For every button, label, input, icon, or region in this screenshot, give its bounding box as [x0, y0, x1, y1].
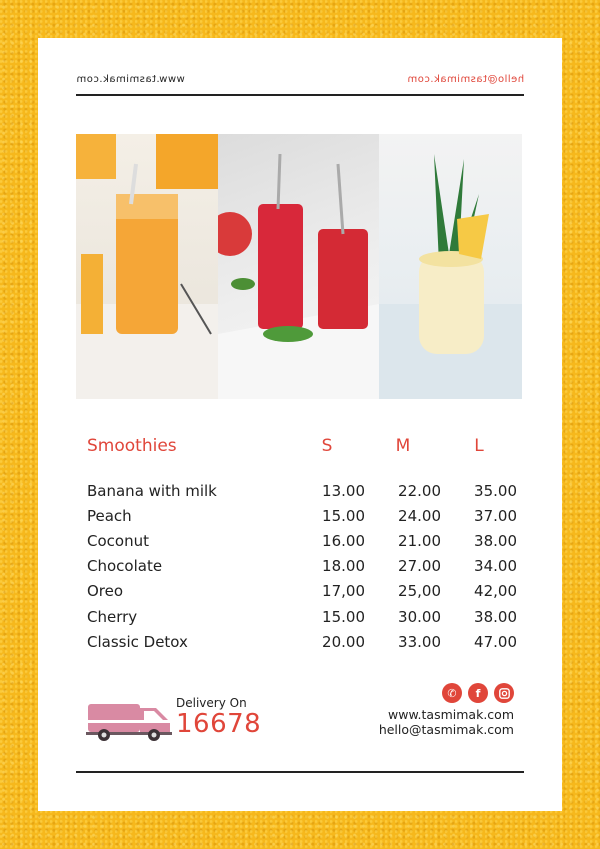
table-row — [87, 604, 517, 629]
price-l: 38.00 — [474, 607, 517, 626]
delivery-number: 16678 — [176, 709, 262, 739]
photo-strip — [76, 134, 522, 399]
bottom-divider — [76, 771, 524, 773]
table-header — [87, 436, 517, 456]
price-l: 37.00 — [474, 506, 517, 525]
price-l: 42,00 — [474, 582, 517, 601]
price-l: 35.00 — [474, 481, 517, 500]
price-l: 38.00 — [474, 531, 517, 550]
pineapple-smoothie-image — [379, 134, 522, 399]
facebook-icon[interactable]: f — [468, 683, 488, 703]
table-row — [87, 528, 517, 553]
social-icons — [442, 683, 514, 703]
top-divider — [76, 94, 524, 96]
table-row — [87, 579, 517, 604]
smoothie-price-table — [87, 436, 517, 654]
item-name: Chocolate — [87, 557, 163, 576]
item-name: Oreo — [87, 582, 124, 601]
size-header-l: L — [474, 436, 484, 456]
price-m: 27.00 — [398, 557, 441, 576]
price-m: 21.00 — [398, 531, 441, 550]
price-m: 30.00 — [398, 607, 441, 626]
price-s: 13.00 — [322, 481, 365, 500]
size-header-s: S — [321, 436, 333, 456]
price-l: 34.00 — [474, 557, 517, 576]
price-s: 15.00 — [322, 607, 365, 626]
price-l: 47.00 — [474, 632, 517, 651]
strawberry-smoothie-image — [218, 134, 379, 399]
delivery-label: Delivery On — [176, 696, 247, 710]
item-name: Cherry — [87, 607, 138, 626]
price-s: 15.00 — [322, 506, 365, 525]
item-name: Classic Detox — [87, 632, 188, 651]
item-name: Coconut — [87, 531, 149, 550]
price-s: 20.00 — [322, 632, 365, 651]
mango-smoothie-image — [76, 134, 218, 399]
contact-email[interactable]: hello@tasmimak.com — [378, 722, 514, 737]
table-row — [87, 478, 517, 503]
header-website-mirrored: www.tasmimak.com — [76, 74, 185, 85]
price-s: 17,00 — [322, 582, 365, 601]
price-m: 25,00 — [398, 582, 441, 601]
contact-info — [379, 707, 514, 737]
table-row — [87, 503, 517, 528]
price-m: 33.00 — [398, 632, 441, 651]
contact-website[interactable]: www.tasmimak.com — [388, 707, 514, 722]
table-row — [87, 629, 517, 654]
menu-title: Smoothies — [87, 436, 177, 456]
header-email-mirrored: hello@tasmimak.com — [406, 74, 524, 85]
price-m: 24.00 — [398, 506, 441, 525]
instagram-icon[interactable] — [494, 683, 514, 703]
size-header-m: M — [395, 436, 411, 456]
table-row — [87, 554, 517, 579]
price-s: 18.00 — [322, 557, 365, 576]
price-m: 22.00 — [398, 481, 441, 500]
item-name: Peach — [87, 506, 132, 525]
price-s: 16.00 — [322, 531, 365, 550]
menu-card — [38, 38, 562, 811]
whatsapp-icon[interactable]: ✆ — [442, 683, 462, 703]
item-name: Banana with milk — [87, 481, 217, 500]
delivery-van-icon — [86, 700, 174, 742]
